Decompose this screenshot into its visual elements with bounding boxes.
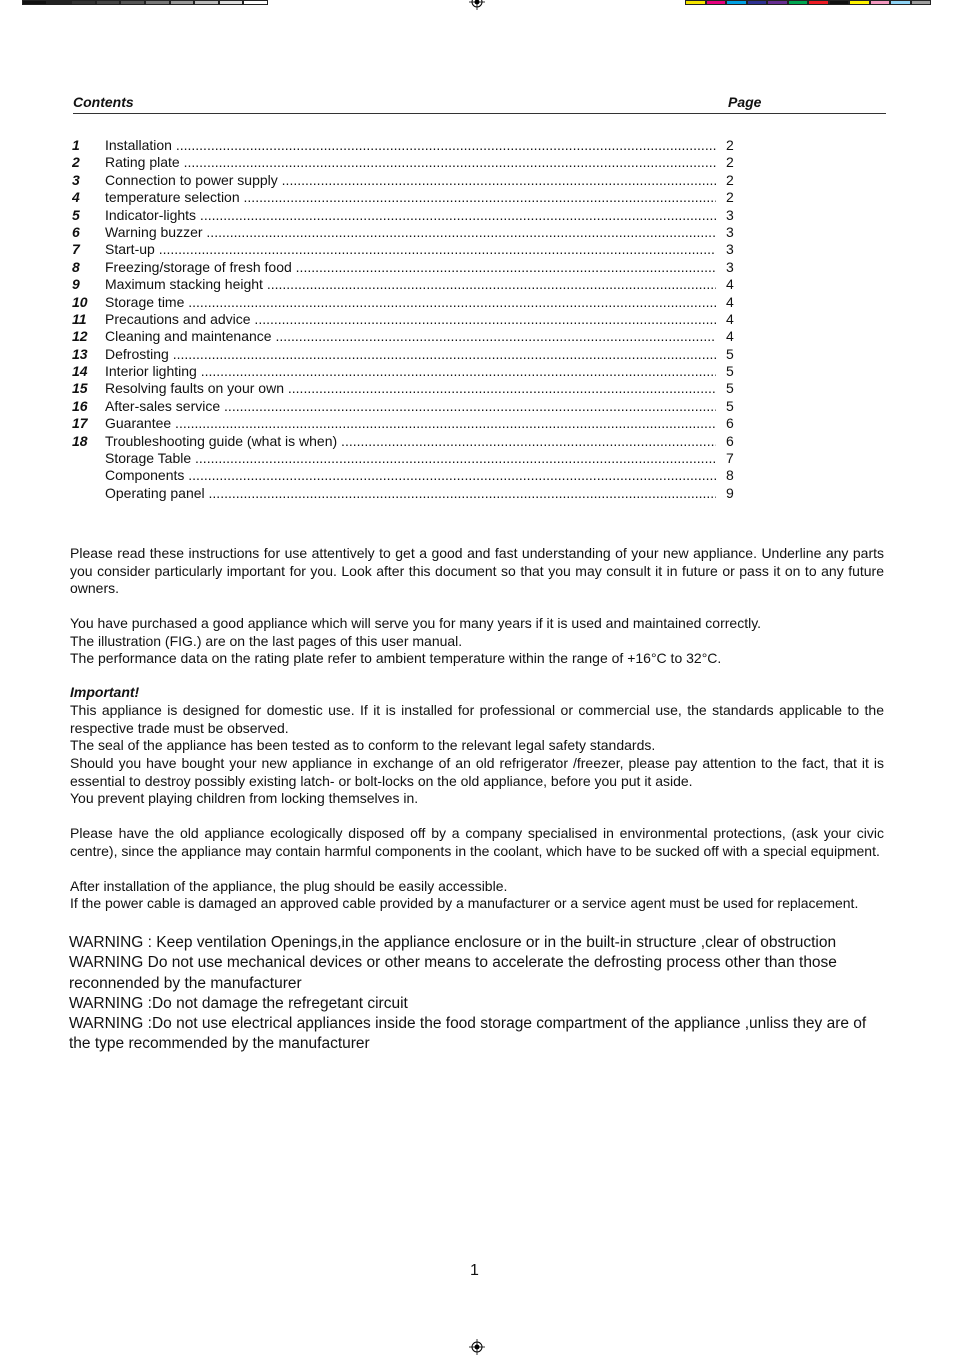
important-paragraph-2: The seal of the appliance has been tested as to conform to the relevant legal safety standards. [70, 737, 656, 753]
color-swatch [194, 0, 219, 5]
color-swatch [726, 0, 747, 5]
toc-entry-page: 2 [726, 154, 738, 171]
warning-refrigerant-circuit: WARNING :Do not damage the refregetant circuit [69, 994, 408, 1012]
power-cable-note: If the power cable is damaged an approved cable provided by a manufacturer or a service agent must be used for replacement. [70, 895, 859, 911]
toc-entry-title: Installation ..... [105, 137, 716, 154]
color-swatch [870, 0, 891, 5]
toc-entry [72, 154, 738, 171]
plug-accessible-note: After installation of the appliance, the plug should be easily accessible. [70, 878, 508, 894]
toc-entry-title: Troubleshooting guide (what is when) ..... [105, 433, 716, 450]
toc-entry-title: After-sales service ..... [105, 398, 716, 415]
toc-entry-page: 3 [726, 224, 738, 241]
color-swatch [71, 0, 96, 5]
warnings-block [69, 933, 883, 1055]
toc-entry-title: Rating plate ..... [105, 154, 716, 171]
toc-entry [72, 415, 738, 432]
toc-entry-title: Warning buzzer ..... [105, 224, 716, 241]
registration-mark-top-icon [469, 0, 485, 10]
toc-entry [72, 311, 738, 328]
purchase-line-2: The illustration (FIG.) are on the last pages of this user manual. [70, 633, 463, 649]
toc-entry [72, 450, 738, 467]
toc-entry-page: 3 [726, 207, 738, 224]
toc-entry-number: 18 [72, 432, 88, 449]
toc-entry-page: 5 [726, 380, 738, 397]
toc-entry-title: Operating panel ..... [105, 485, 716, 502]
toc-entry [72, 259, 738, 276]
toc-entry-title: Components ..... [105, 467, 716, 484]
contents-heading: Contents [73, 94, 134, 110]
page-number: 1 [470, 1262, 479, 1279]
toc-entry [72, 485, 738, 502]
toc-entry [72, 294, 738, 311]
color-swatch [706, 0, 727, 5]
cmyk-color-bar [685, 0, 931, 5]
toc-entry-number: 5 [72, 206, 80, 223]
toc-entry [72, 467, 738, 484]
toc-entry-title: Connection to power supply ..... [105, 172, 716, 189]
toc-entry-number: 2 [72, 154, 80, 171]
toc-entry [72, 328, 738, 345]
toc-entry-number: 11 [72, 310, 87, 327]
grayscale-color-bar [22, 0, 268, 5]
toc-entry-title: Interior lighting ..... [105, 363, 716, 380]
important-paragraph-3: Should you have bought your new appliance in exchange of an old refrigerator /freezer, please pay attention to the fact, that it is essential to destroy possibly existing latch- or bolt-locks on the old appliance, before you put it aside. [70, 755, 884, 789]
table-of-contents [72, 137, 738, 502]
toc-entry-number: 1 [72, 137, 80, 153]
color-swatch [788, 0, 809, 5]
toc-entry [72, 241, 738, 258]
page-column-heading: Page [728, 94, 762, 110]
toc-entry-title: Storage Table ..... [105, 450, 716, 467]
toc-entry-number: 10 [72, 293, 88, 310]
toc-entry [72, 363, 738, 380]
toc-entry-number: 3 [72, 171, 80, 188]
toc-entry-title: Storage time ..... [105, 294, 716, 311]
important-heading: Important! [70, 684, 140, 700]
toc-entry-title: Guarantee ..... [105, 415, 716, 432]
toc-entry [72, 433, 738, 450]
disposal-paragraph: Please have the old appliance ecologically disposed off by a company specialised in environmental protections, (ask your civic centre), since the appliance may contain harmful components in the coolant, which have to be sucked off with a special equipment. [70, 825, 884, 859]
toc-entry [72, 380, 738, 397]
toc-entry-page: 6 [726, 433, 738, 450]
color-swatch [219, 0, 244, 5]
color-swatch [890, 0, 911, 5]
toc-entry-page: 2 [726, 137, 738, 154]
important-paragraph-4: You prevent playing children from locking themselves in. [70, 790, 419, 806]
toc-entry-page: 4 [726, 276, 738, 293]
toc-entry [72, 224, 738, 241]
toc-entry-page: 5 [726, 346, 738, 363]
warning-electrical-appliances: WARNING :Do not use electrical appliances inside the food storage compartment of the appliance ,unliss they are of the type recommended by the manufacturer [69, 1015, 867, 1053]
toc-entry-number: 6 [72, 223, 80, 240]
color-swatch [829, 0, 850, 5]
toc-entry-page: 5 [726, 398, 738, 415]
contents-header [73, 93, 886, 114]
toc-entry-number: 7 [72, 241, 80, 258]
toc-entry-number: 15 [72, 380, 88, 397]
toc-entry-number: 9 [72, 276, 80, 293]
toc-entry-page: 2 [726, 172, 738, 189]
toc-entry-page: 9 [726, 485, 738, 502]
toc-entry-number: 8 [72, 258, 80, 275]
toc-entry-page: 8 [726, 467, 738, 484]
color-swatch [767, 0, 788, 5]
warning-defrosting: WARNING Do not use mechanical devices or other means to accelerate the defrosting process other than those reconnended by the manufacturer [69, 954, 837, 992]
toc-entry-page: 3 [726, 241, 738, 258]
toc-entry-page: 4 [726, 311, 738, 328]
purchase-line-3: The performance data on the rating plate refer to ambient temperature within the range of +16°C to 32°C. [70, 650, 722, 666]
toc-entry-number: 16 [72, 397, 88, 414]
toc-entry [72, 137, 738, 154]
purchase-line-1: You have purchased a good appliance which will serve you for many years if it is used and maintained correctly. [70, 615, 762, 631]
toc-entry-title: Freezing/storage of fresh food ..... [105, 259, 716, 276]
color-swatch [243, 0, 268, 5]
color-swatch [22, 0, 47, 5]
color-swatch [747, 0, 768, 5]
toc-entry-title: Indicator-lights ..... [105, 207, 716, 224]
toc-entry-page: 7 [726, 450, 738, 467]
color-swatch [808, 0, 829, 5]
toc-entry-number: 12 [72, 328, 88, 345]
toc-entry-title: Cleaning and maintenance ..... [105, 328, 716, 345]
toc-entry [72, 346, 738, 363]
toc-entry-title: Precautions and advice ..... [105, 311, 716, 328]
toc-entry-number: 4 [72, 189, 80, 206]
color-swatch [685, 0, 706, 5]
toc-entry-title: Defrosting ..... [105, 346, 716, 363]
registration-mark-bottom-icon [469, 1339, 485, 1355]
color-swatch [911, 0, 932, 5]
color-swatch [849, 0, 870, 5]
toc-entry-page: 2 [726, 189, 738, 206]
toc-entry-number: 14 [72, 363, 88, 380]
intro-paragraph: Please read these instructions for use attentively to get a good and fast understanding of your new appliance. Underline any parts you consider particularly important for you. Look after this document so that you may consult it in future or pass it on to any future owners. [70, 545, 884, 596]
toc-entry-page: 6 [726, 415, 738, 432]
toc-entry [72, 189, 738, 206]
toc-entry-page: 4 [726, 328, 738, 345]
toc-entry-title: Start-up ..... [105, 241, 716, 258]
color-swatch [145, 0, 170, 5]
toc-entry-page: 5 [726, 363, 738, 380]
toc-entry-number: 13 [72, 345, 88, 362]
toc-entry [72, 207, 738, 224]
toc-entry-title: Resolving faults on your own ..... [105, 380, 716, 397]
color-swatch [96, 0, 121, 5]
toc-entry-title: temperature selection ..... [105, 189, 716, 206]
toc-entry [72, 172, 738, 189]
toc-entry-number: 17 [72, 415, 88, 432]
color-swatch [47, 0, 72, 5]
color-swatch [120, 0, 145, 5]
color-swatch [170, 0, 195, 5]
important-paragraph-1: This appliance is designed for domestic use. If it is installed for professional or commercial use, the standards applicable to the respective trade must be observed. [70, 702, 884, 736]
toc-entry [72, 398, 738, 415]
toc-entry-title: Maximum stacking height ..... [105, 276, 716, 293]
toc-entry-page: 3 [726, 259, 738, 276]
warning-ventilation: WARNING : Keep ventilation Openings,in the appliance enclosure or in the built-in structure ,clear of obstruction [69, 934, 837, 951]
toc-entry [72, 276, 738, 293]
toc-entry-page: 4 [726, 294, 738, 311]
